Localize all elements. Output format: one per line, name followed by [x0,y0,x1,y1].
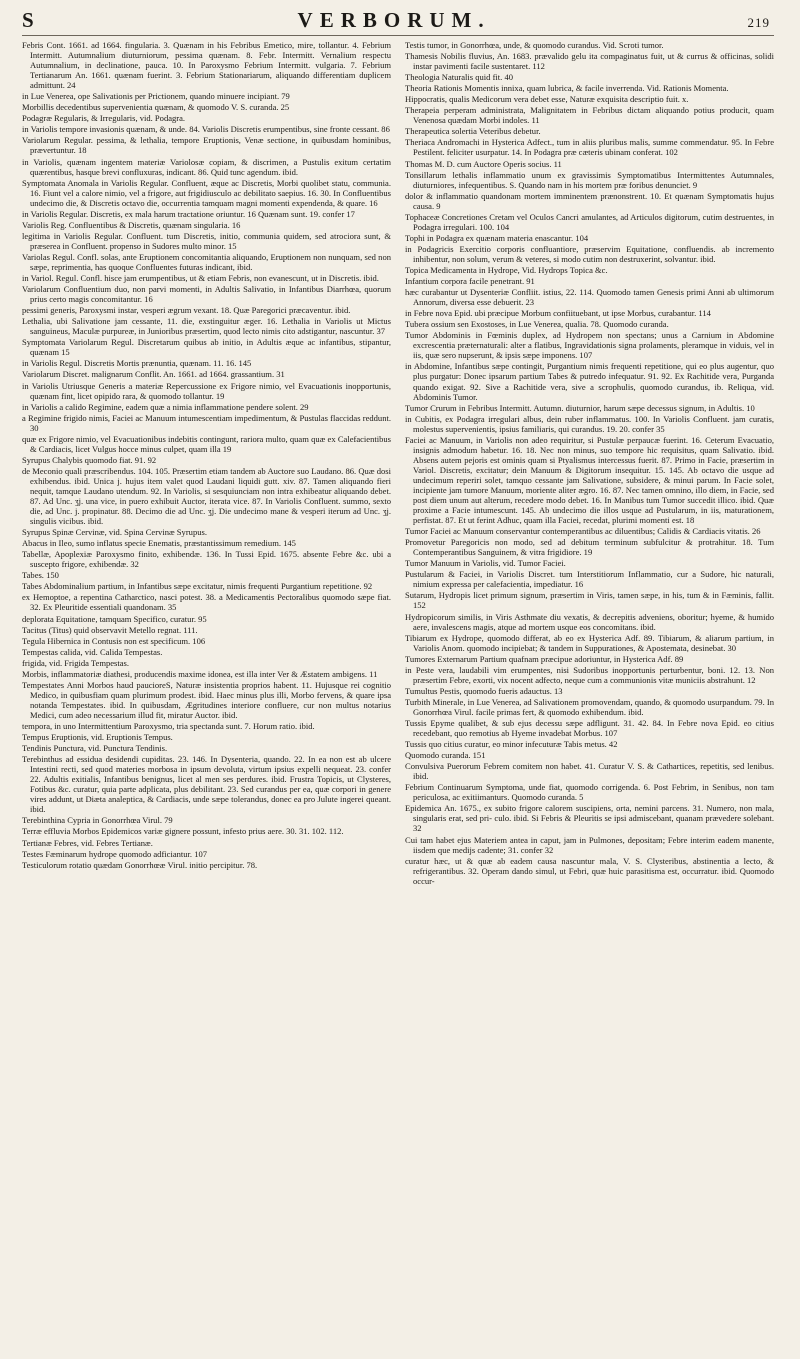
index-entry: in Variolis tempore invasionis quænam, & unde. 84. Variolis Discretis erumpentibus, sine fronte cessant. 86 [22,124,390,135]
index-entry: Infantium corpora facile penetrant. 91 [405,276,535,287]
index-entry: Terebinthus ad essidua desidendi cupiditas. 23. 146. In Dysenteria, quando. 22. In ea non est ab ulcere Intestini recti, sed quod materies morbosa in ipsum devoluta, virtum ipsius expelli nequeat. 23. confer 22. Adultis exitialis, Infantibus benignus, licet al men ses perdures. ibid. Frustra Topicis, ut Clysteres, Fotibus &c. curatur, quia parte adplicata, plus debilitant. 23. Sed curandus per ea, quæ corpori in genere vires addunt, ut Diæta analeptica, & Cardiacis, unde sæpe tolerandus, donec ea pro Julute ingerei queant. ibid. [22,754,391,815]
index-entry: Thamesis Nobilis fluvius, An. 1683. prævalido gelu ita compaginatus fuit, ut & currus & officinas, solidi instar pavimenti facile sustentaret. 112 [405,51,774,72]
index-entry: in Cubitis, ex Podagra irregulari albus, dein ruber inflammatus. 100. In Variolis Confluent. jam curatis, molestus supervenientis, ipsius familiaris, qui curandus. 19. 20. confer 35 [405,413,774,434]
index-entry: Hydropicorum similis, in Viris Asthmate diu vexatis, & decrepitis adveniens, oboritur; hyeme, & humido aere, invalescens magis, atque ad mortem usque eos concomitans. ibid. [405,611,774,632]
index-entry: Terebinthina Cypria in Gonorrhœa Virul. 79 [22,815,173,826]
index-entry: Variolarum Regular. pessima, & lethalia, tempore Eruptionis, Venæ sectione, in quibusdam hominibus, prævertuntur. 18 [22,135,391,156]
index-entry: Thomas M. D. cum Auctore Operis socius. 11 [405,158,562,169]
index-entry: Convulsiva Puerorum Febrem comitem non habet. 41. Curatur V. S. & Cathartices, repetitis, sed lenibus. ibid. [405,761,774,782]
index-entry: dolor & inflammatio quandonam mortem imminentem prænonstrent. 10. Et quænam Symptomatis hujus causa. 9 [405,190,774,211]
index-entry: Pustularum & Faciei, in Variolis Discret. tum Interstitiorum Inflammatio, cur a Sudore, hic naturali, nimium expressa per calefacientia, impediatur. 16 [405,569,774,590]
index-entry: in Abdomine, Infantibus sæpe contingit, Purgantium nimis frequenti repetitione, qui eo plus augentur, quo plus purgatur: Donec ipsarum partium Tabes & putredo infequatur. 91. 92. Ex Rachitide vera, Purganda quando exigat. 92. Sive a Rachitide vera, sive a scrophulis, quomodo curandus, ib. Reliqua, vid. Abdominis Tumor. [405,361,774,402]
index-entry: Therapeia perperam administrata, Malignitatem in Febribus dictam aliquando potius producit, quam Venenosa quædam Morbi indoles. 11 [405,105,774,126]
index-entry: Syrupus Chalybis quomodo fiat. 91. 92 [22,454,157,465]
index-entry: Terræ effluvia Morbos Epidemicos variæ gignere possunt, infesto prius aere. 30. 31. 102. 112. [22,826,344,837]
index-entry: Tempestas calida, vid. Calida Tempestas. [22,646,163,657]
index-entry: Morbillis decedentibus supervenientia quænam, & quomodo V. S. curanda. 25 [22,102,290,113]
index-entry: Tabes Abdominalium partium, in Infantibus sæpe excitatur, nimis frequenti Purgantium repetitione. 92 [22,581,373,592]
index-entry: in Variolis, quænam ingentem materiæ Variolosæ copiam, & discrimen, a Pustulis exitum certatim quærentibus, hasque brevi confluxuras, indicant. 86. Quid tunc agendum. ibid. [22,156,391,177]
index-entry: Quomodo curanda. 151 [405,750,486,761]
index-entry: Febrium Continuarum Symptoma, unde fiat, quomodo corrigenda. 6. Post Febrim, in Senibus, non tam periculosa, ac exitiimanturs. Quomodo curanda. 5 [405,782,774,803]
index-entry: Variolas Regul. Confl. solas, ante Eruptionem concomitantia aliquando, Eruptionem non nunquam, sed non sæpe, reprimentia, has quoque Confluentes futuras indicant, ibid. [22,251,391,272]
index-entry: Tumor Faciei ac Manuum conservantur contemperantibus ac diluentibus; Calidis & Cardiacis vitatis. 26 [405,526,761,537]
index-entry: Abacus in Ileo, sumo inflatus specie Enematis, præstantissimum remedium. 145 [22,538,296,549]
index-entry: in Variolis Regul. Discretis Mortis prænuntia, quænam. 11. 16. 145 [22,358,252,369]
index-entry: Morbis, inflammatoriæ diathesi, producendis maxime idonea, est illa inter Ver & Æstatem ambigens. 11 [22,668,378,679]
index-entry: Tussis quo citius curatur, eo minor infecuturæ Tabis metus. 42 [405,739,618,750]
index-entry: Tumor Abdominis in Fœminis duplex, ad Hydropem non spectans; unus a Carnium in Abdomine excrescentia præternaturali: alter a flatibus, Ingravidationis signa prolaments, pleramque in viduis, vel in iis, quæ sero nupserunt, & ipsis sæpe imponens. 107 [405,330,774,361]
index-entry: hæc curabantur ut Dysenteriæ Confliit. istius, 22. 114. Quomodo tamen Genesis primi Anni ab ultimorum Annorum, diversa esse debuerit. 23 [405,287,774,308]
index-entry: Syrupus Spinæ Cervinæ, vid. Spina Cervinæ Syrupus. [22,527,207,538]
index-entry: Tumor Manuum in Variolis, vid. Tumor Faciei. [405,558,566,569]
index-entry: Tacitus (Titus) quid observavit Metello regnat. 111. [22,624,198,635]
index-entry: Tendinis Punctura, vid. Punctura Tendinis. [22,743,168,754]
index-entry: Symptomata Variolarum Regul. Discretarum quibus ab initio, in Adultis æque ac infantibus, stipantur, quænam 15 [22,337,391,358]
index-entry: Therapeutica solertia Veteribus debetur. [405,126,541,137]
index-entry: Tonsillarum lethalis inflammatio unum ex gravissimis Symptomatibus Intermittentes Autumnales, diuturniores, infequentibus. S. Quando nam in his mortem præ foribus denunciet. 9 [405,169,774,190]
index-entry: in Variolis a calido Regimine, eadem quæ a nimia inflammatione pendere solent. 29 [22,401,309,412]
index-entry: Testiculorum rotatio quædam Gonorrhœæ Virul. initio percipitur. 78. [22,859,258,870]
index-entry: Sutarum, Hydropis licet primum signum, præsertim in Viris, tamen sæpe, in his, tum & in Fæminis, fallit. 152 [405,590,774,611]
index-entry: Testes Fæminarum hydrope quomodo adficiantur. 107 [22,848,208,859]
index-entry: pessimi generis, Paroxysmi instar, vesperi ægrum vexant. 18. Quæ Paregorici præcaventur. ibid. [22,305,351,316]
index-entry: Tophaceæ Concretiones Cretam vel Oculos Cancri amulantes, ad Articulos digitorum, cutim destruentes, in Podagra irregulari. 100. 104 [405,211,774,232]
index-entry: Theoria Rationis Momentis innixa, quam lubrica, & facile inverrenda. Vid. Rationis Momenta. [405,83,729,94]
index-entry: Epidemica An. 1675., ex subito frigore calorem suscipiens, orta, nemini parcens. 31. Numero, non mala, singularis erat, sed pri- culo. ibid. Si Febris & Pleuritis se ipsi admiscebant, quanam prævedere solebant. 32 [405,803,774,834]
index-entry: Tophi in Podagra ex quænam materia enascantur. 104 [405,232,589,243]
index-entry: Tabes. 150 [22,570,59,581]
index-entry: in Variol. Regul. Confl. hisce jam erumpentibus, ut & etiam Febris, non evanescunt, ut in Discretis. ibid. [22,273,379,284]
index-entry: quæ ex Frigore nimio, vel Evacuationibus indebitis contingunt, rariora multo, quam quæ ex Calefacientibus & Cardiacis, licet Vulgus hocce minus culpet, quam illa 19 [22,433,391,454]
index-entry: Tumultus Pestis, quomodo fueris adauctus. 13 [405,685,563,696]
index-entry: Febris Cont. 1661. ad 1664. fingularia. 3. Quænam in his Febribus Emetico, mire, tollantur. 4. Febrium Intermitt. Autumnalium diuturniorum, pessima quænam. 8. Febr. Intermitt. Vernalium respectu Autumnalium, in declinatione, pauca. 10. In Paroxysmo Febrium Intermitt. vulgaria. 7. Febrium Tertianarum An. 1661. quænam fuerint. 3. Febrium Stationariarum, aliquando differentiam duplicem admittunt. 24 [22,40,391,91]
index-entry: legitima in Variolis Regular. Confluent. tum Discretis, initio, communia quidem, sed atrociora sunt, & præserea in Confluent. propenso in Sudores multo minor. 15 [22,230,391,251]
index-entry: Theriaca Andromachi in Hysterica Adfect., tum in aliis pluribus malis, summe commendatur. 95. In Febre Pestilent. feliciter usurpatur. 14. In Podagra præ cæteris ubinam conferat. 102 [405,137,774,158]
index-entry: Variolarum Confluentium duo, non parvi momenti, in Adultis Salivatio, in Infantibus Diarrhœa, quorum prius certo magis concomitantur. 16 [22,284,391,305]
right-column [405,40,774,887]
index-entry: Tabellæ, Apoplexiæ Paroxysmo finito, exhibendæ. 136. In Tussi Epid. 1675. absente Febre &c. ubi a suscepto frigore, exhibendæ. 32 [22,549,391,570]
header-title: VERBORUM. [297,8,491,32]
index-entry: Tibiarum ex Hydrope, quomodo differat, ab eo ex Hysterica Adf. 89. Tibiarum, & aliarum partium, in Variolis Anom. quomodo incipiebat; & tandem in Suppurationes, & Apostemata, desinebat. 30 [405,632,774,653]
index-entry: in Lue Venerea, ope Salivationis per Prictionem, quando minuere incipiant. 79 [22,91,290,102]
running-header [22,8,774,36]
left-column [22,40,391,887]
index-columns [22,40,774,887]
index-entry: Turbith Minerale, in Lue Venerea, ad Salivationem promovendam, quando, & quomodo usurpandum. 79. In Gonorrhœa Virul. facile primas fert, & quomodo exhibendum. ibid. [405,696,774,717]
index-entry: Theologia Naturalis quid fit. 40 [405,72,514,83]
index-entry: deplorata Equitatione, tamquam Specifico, curatur. 95 [22,613,207,624]
index-entry: de Meconio quali præscribendus. 104. 105. Præsertim etiam tandem ab Auctore suo Laudano. 86. Quæ dosi exhibendus. ibid. Unica j. hujus item valet quod Laudani liquidi gutt. xiv. 87. Tamen aliquando fieri nequit, tamque Laudano utendum. 92. In Variolis, si sesquiunciam non intra exhibeatur aliquando debet. 87. Ad Unc. ʒj. una vice, in puero exhibuit Auctor, iterata vice. 87. In Variolis Confluent. summo, sexto die, ad Unc. j. propinatur. 88. Decimo die ad Unc. ʒj. Die undecimo mane & vesperi iterum ad Unc. ʒj. singulis vicibus. ibid. [22,465,391,527]
index-entry: Tegula Hibernica in Contusis non est specificum. 106 [22,635,206,646]
index-entry: in Variolis Utriusque Generis a materiæ Repercussione ex Frigore nimio, vel Evacuationis inopportunis, quænam fint, licet opipido rara, & quomodo tollantur. 19 [22,380,391,401]
index-entry: Hippocratis, qualis Medicorum vera debet esse, Naturæ exquisita descriptio fuit. x. [405,94,689,105]
index-entry: tempora, in uno Intermittentium Paroxysmo, tria spectanda sunt. 7. Horum ratio. ibid. [22,721,315,731]
index-entry: Tempus Eruptionis, vid. Eruptionis Tempus. [22,732,173,743]
index-entry: in Febre nova Epid. ubi præcipue Morbum confiituebant, ut ipse Morbus, curabantur. 114 [405,308,711,319]
index-entry: Symptomata Anomala in Variolis Regular. Confluent, æque ac Discretis, Morbi quolibet statu, communia. 16. Fiunt vel a calore nimio, vel a frigore, aut frigidiusculo ac debilitato saepius. 16. 30. In Confluentibus undecimo die, & Discretis octavo die, occurrentia tamquam magni momenti expendenda, & quare. 16 [22,177,391,208]
index-entry: Tumores Externarum Partium quafnam præcipue adoriuntur, in Hysterica Adf. 89 [405,653,684,664]
index-entry: Tempestates Anni Morbos haud paucioreS, Naturæ insistentia proprios habent. 11. Hujusque rei cognitio Medico, in quibusfiam quam plurimum prodest. ibid. Haec minus plus illi, Morbo fervens, & quare ipsa notanda Tempestates. ibid. In quibusdam, Ægritudines interiore confluere, cur non multus notarius Medici, cum adeo necessarium illud fit, miratur Auctor. ibid. [22,679,391,720]
index-entry: in Variolis Regular. Discretis, ex mala harum tractatione oriuntur. 16 Quænam sunt. 19. confer 17 [22,208,355,219]
index-entry: Tussis Epyme qualibet, & sub ejus decessu sæpe adfligunt. 31. 42. 84. In Febre nova Epid. eo citius recedebant, quo remotius ab Hyeme invadebat Morbus. 107 [405,718,774,739]
index-entry: Variolarum Discret. malignarum Conflit. An. 1661. ad 1664. grassantium. 31 [22,369,285,380]
index-entry: Faciei ac Manuum, in Variolis non adeo requiritur, si Pustulæ perpaucæ fuerint. 16. Ceterum Evacuatio, insignis admodum habetur. 16. 18. Nec non minus, suo tempore hic requisitus, quam Salivatio. ibid. Absens autem pejoris est ominis quam si Ptyalismus intercessus fuerit. 87. Primo in Facie, præsertim in Variol. Discretis, excitatur; dein Manuum & Digitorum insequitur. 15. 145. Ab octavo die usque ad undecimum reperiri solet, tamquo cessante jam Salivatione, subsidere, & minui parum. In Facie solet, incipiente jam tumore Manuum, moriente aliter ægro. 16. 87. Nec tamen omnino, illo diem, in Facie, sed post diem unum aut alterum, recedere modo debet. 16. In Manibus tum Tumor succedit illico. ibid. Quæ proxime a Facie intumescunt. 145. Ab undecimo die illos usque ad Pustularum, in iis, maturationem, perfistat. 87. Et ut ferint Adhuc, quam illa Faciei, recedat, plurimi momenti est. 18 [405,434,774,526]
index-entry: Tertianæ Febres, vid. Febres Tertianæ. [22,837,153,848]
index-entry: in Podagricis Exercitio corporis confluantiore, præservim Equitatione, confluendis. ab incremento inhibentur, non solum, verum & veteres, si modo cutim non destruxerint, solvantur. ibid. [405,243,774,264]
index-entry: Testis tumor, in Gonorrhœa, unde, & quomodo curandus. Vid. Scroti tumor. [405,40,664,50]
index-entry: Lethalia, ubi Salivatione jam cessante, 11. die, exstinguitur æger. 16. Lethalia in Variolis ut Mictus sanguineus, Maculæ purpureæ, in Junioribus præsertim, quod lecto nimis cito adstigantur, nascuntur. 37 [22,316,391,337]
index-entry: in Peste vera, laudabili vim erumpentes, nisi Sudoribus inopportunis perturbentur, boni. 12. 13. Non præsertim Febre, exorti, vix nocent adfecto, neque cum a communionis vitæ municiis abstrahunt. 12 [405,664,774,685]
index-entry: Podagræ Regularis, & Irregularis, vid. Podagra. [22,113,186,124]
index-entry: Cui tam habet ejus Materiem antea in caput, jam in Pulmones, depositam; Febre interim eadem manente, iisdem que medijs cadente; 31. confer 32 [405,834,774,855]
index-entry: frigida, vid. Frigida Tempestas. [22,657,130,668]
header-signature: S [22,8,41,32]
index-entry: Tubera ossium sen Exostoses, in Lue Venerea, qualia. 78. Quomodo curanda. [405,319,669,330]
page-number: 219 [747,15,770,30]
index-entry: Variolis Reg. Confluentibus & Discretis, quænam singularia. 16 [22,219,241,230]
index-entry: ex Hemoptoe, a repentina Catharctico, nasci potest. 38. a Medicamentis Pectoralibus quomodo sæpe fiat. 32. Ex Pleuritide essentiali quandonam. 35 [22,592,391,613]
index-entry: curatur hæc, ut & quæ ab eadem causa nascuntur mala, V. S. Clysteribus, abstinentia a lecto, & refrigerantibus. 32. Operam dando simul, ut Febri, quæ huic parasitisma est, occurratur. ibid. Quomodo occur- [405,855,774,886]
index-entry: Topica Medicamenta in Hydrope, Vid. Hydrops Topica &c. [405,264,608,275]
index-entry: a Regimine frigido nimis, Faciei ac Manuum intumescentiam impedimentum, & Pustulas flaccidas reddunt. 30 [22,412,391,433]
index-entry: Promovetur Paregoricis non modo, sed ad debitum terminum subfulcitur & protrahitur. 18. Tum Contemperantibus Sanguinem, & vitra frigidiore. 19 [405,537,774,558]
index-entry: Tumor Crurum in Febribus Intermitt. Autumn. diuturnior, harum sæpe decessus signum, in Adultis. 10 [405,402,755,413]
